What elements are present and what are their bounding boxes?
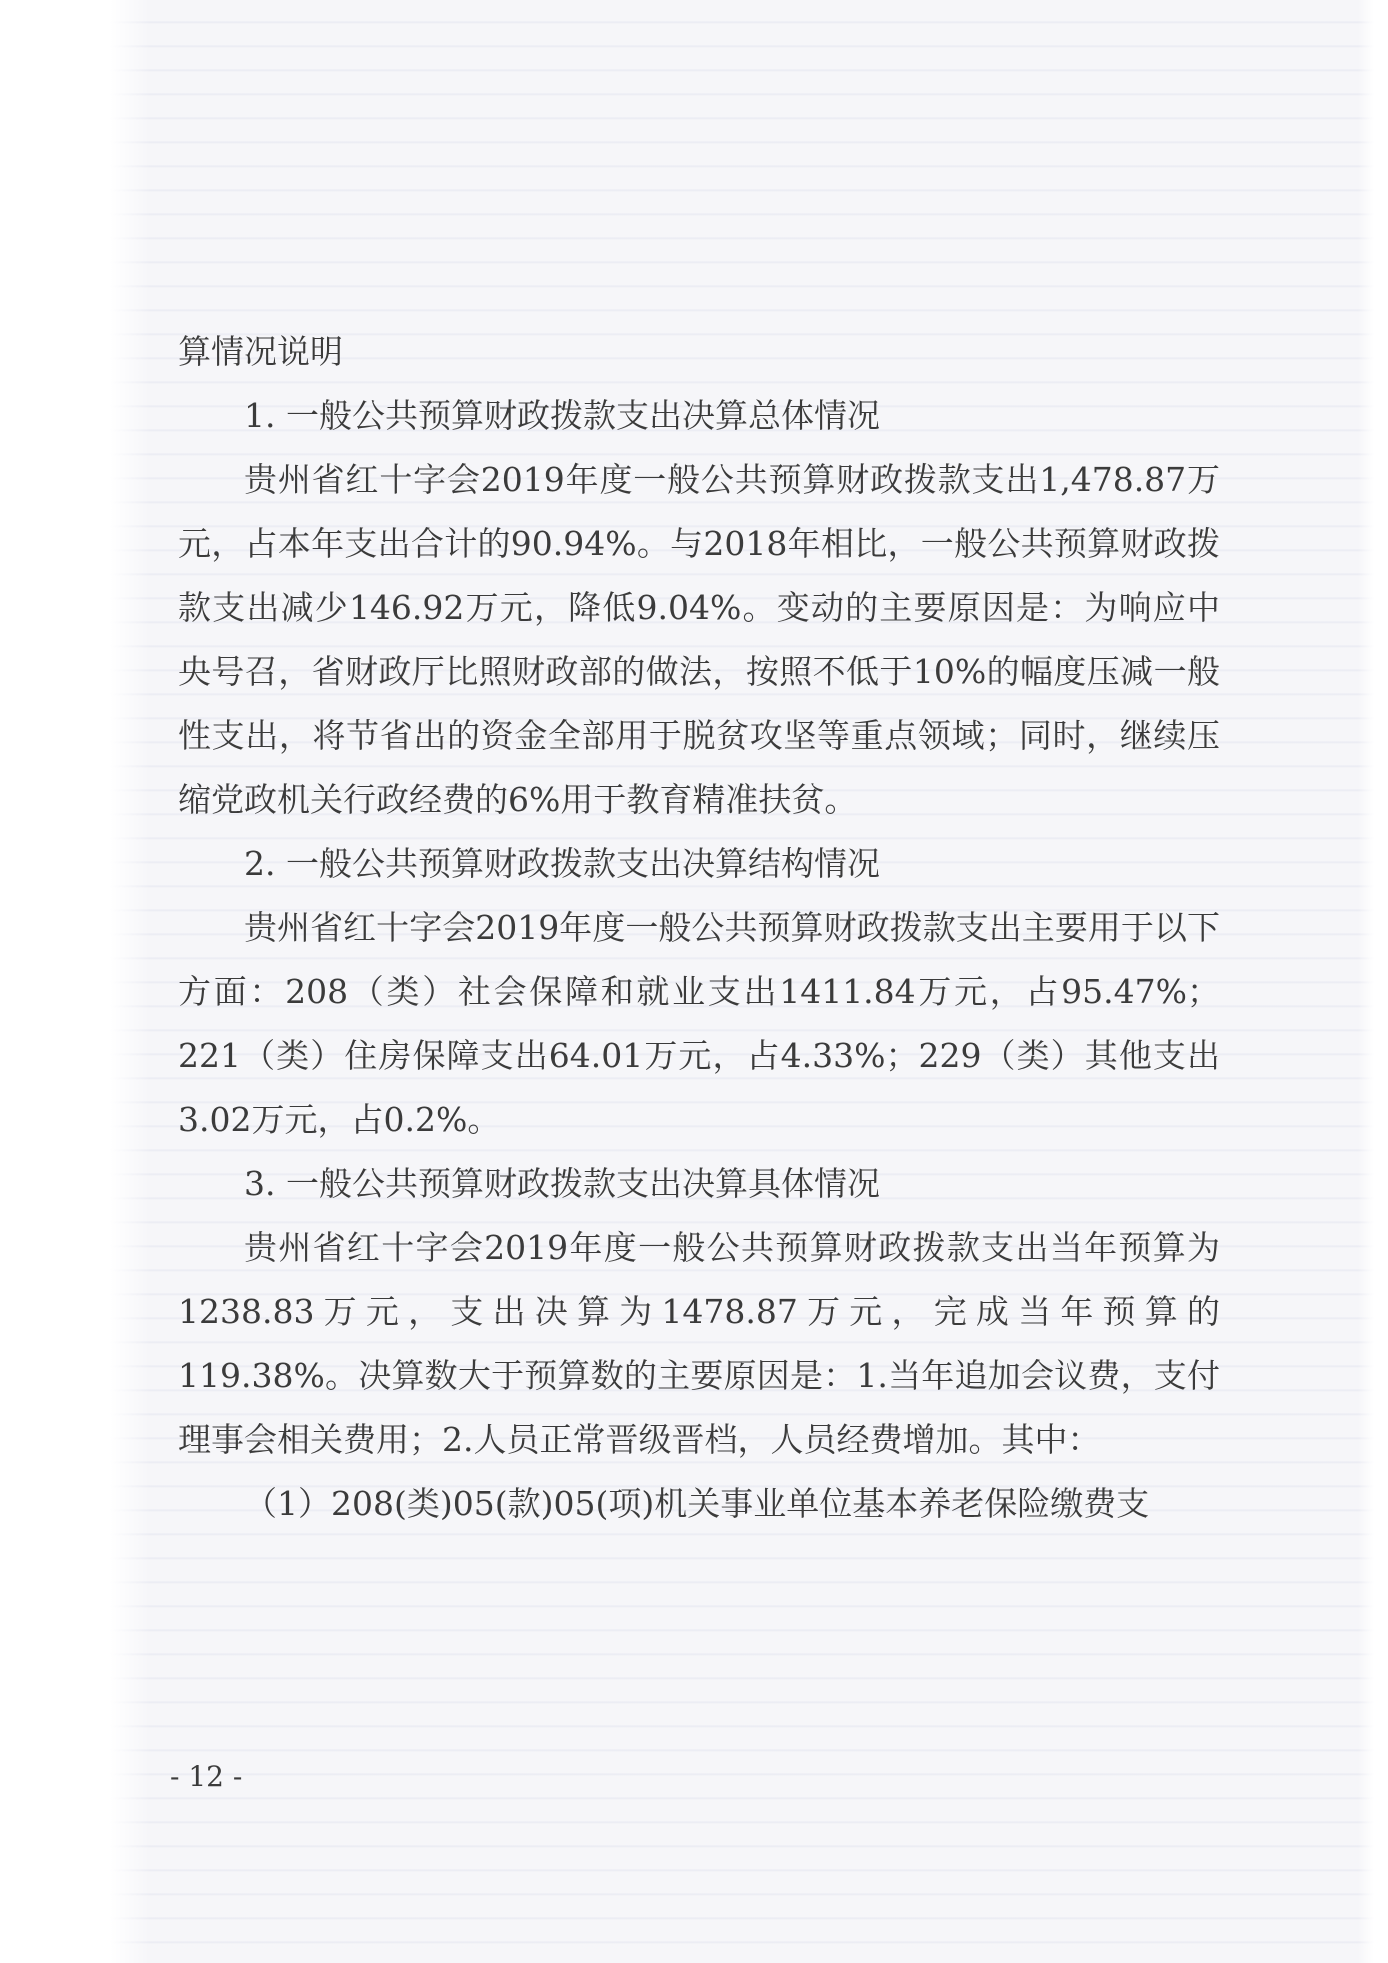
page-number: - 12 -: [170, 1760, 243, 1793]
section-1-heading: 1. 一般公共预算财政拨款支出决算总体情况: [244, 396, 880, 435]
document-body: [178, 320, 1220, 1536]
scan-right-margin: [1358, 0, 1388, 1963]
section-3-paragraph: 贵州省红十字会2019年度一般公共预算财政拨款支出当年预算为1238.83万元，支出决算为1478.87万元，完成当年预算的119.38%。决算数大于预算数的主要原因是：1.当年追加会议费，支付理事会相关费用；2.人员正常晋级晋档，人员经费增加。其中：: [178, 1228, 1220, 1459]
section-2-paragraph: 贵州省红十字会2019年度一般公共预算财政拨款支出主要用于以下方面：208（类）社会保障和就业支出1411.84万元，占95.47%；221（类）住房保障支出64.01万元，占4.33%；229（类）其他支出3.02万元，占0.2%。: [178, 908, 1220, 1139]
lead-line: 算情况说明: [178, 332, 343, 371]
item-1-paragraph: （1）208(类)05(款)05(项)机关事业单位基本养老保险缴费支: [244, 1484, 1150, 1523]
section-1-paragraph: 贵州省红十字会2019年度一般公共预算财政拨款支出1,478.87万元，占本年支出合计的90.94%。与2018年相比，一般公共预算财政拨款支出减少146.92万元，降低9.04%。变动的主要原因是：为响应中央号召，省财政厅比照财政部的做法，按照不低于10%的幅度压减一般性支出，将节省出的资金全部用于脱贫攻坚等重点领域；同时，继续压缩党政机关行政经费的6%用于教育精准扶贫。: [178, 460, 1220, 819]
section-3-heading: 3. 一般公共预算财政拨款支出决算具体情况: [244, 1164, 880, 1203]
scan-left-margin: [0, 0, 150, 1963]
section-2-heading: 2. 一般公共预算财政拨款支出决算结构情况: [244, 844, 880, 883]
